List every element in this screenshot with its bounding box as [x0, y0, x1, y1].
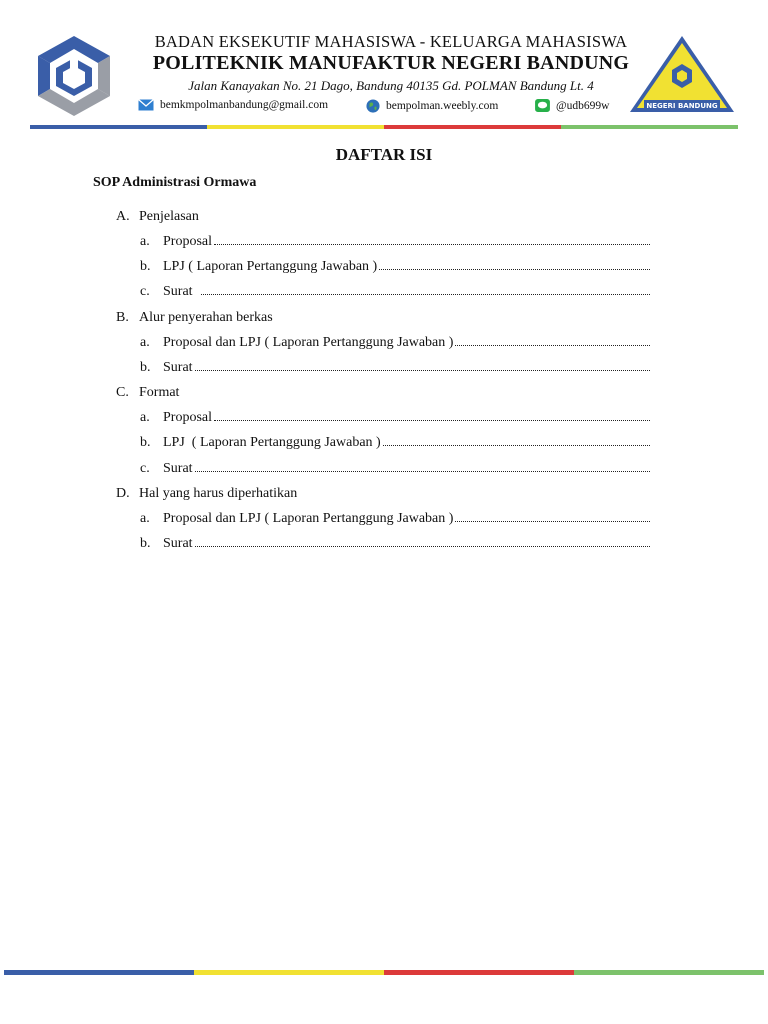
toc-entry-marker: b.: [140, 435, 151, 450]
toc-section-marker: A.: [116, 209, 130, 224]
toc-entry: [140, 511, 650, 527]
toc-section-marker: C.: [116, 385, 129, 400]
toc-entry-label: Surat: [163, 536, 193, 551]
toc-dot-leader: [201, 284, 650, 295]
globe-icon: [366, 99, 380, 113]
toc-entry: [140, 360, 650, 376]
toc-entry: [140, 234, 650, 250]
toc-section-label: Format: [139, 385, 180, 400]
toc-entry: [140, 536, 650, 552]
contact-chat-text: @udb699w: [556, 99, 610, 112]
contact-chat: [535, 99, 609, 112]
contact-website-text: bempolman.weebly.com: [386, 100, 499, 112]
page-title: DAFTAR ISI: [335, 145, 433, 164]
polman-triangle-logo: [628, 34, 736, 114]
toc-dot-leader: [195, 461, 650, 472]
toc-section: [116, 385, 179, 401]
contact-email-text: bemkmpolmanbandung@gmail.com: [160, 99, 329, 111]
toc-section-label: Hal yang harus diperhatikan: [139, 486, 298, 501]
toc-entry-marker: a.: [140, 234, 150, 249]
letterhead-organization: BADAN EKSEKUTIF MAHASISWA - KELUARGA MAHASISWA: [154, 32, 628, 51]
toc-dot-leader: [455, 335, 650, 346]
toc-section: [116, 310, 273, 326]
svg-text:NEGERI BANDUNG: NEGERI BANDUNG: [646, 102, 718, 110]
toc-entry-marker: a.: [140, 335, 150, 350]
toc-entry: [140, 259, 650, 275]
toc-entry: [140, 335, 650, 351]
toc-section-marker: B.: [116, 310, 129, 325]
toc-entry-label: Proposal: [163, 410, 212, 425]
toc-entry-label: Surat: [163, 461, 193, 476]
toc-section: [116, 486, 297, 502]
toc-section-label: Alur penyerahan berkas: [139, 310, 273, 325]
toc-entry-label: Surat: [163, 284, 193, 299]
toc-entry: [140, 435, 650, 451]
toc-section: [116, 209, 199, 225]
letterhead-institution: POLITEKNIK MANUFAKTUR NEGERI BANDUNG: [152, 52, 630, 74]
toc-entry: [140, 461, 650, 477]
document-subtitle: SOP Administrasi Ormawa: [93, 175, 257, 190]
toc-entry: [140, 410, 650, 426]
toc-dot-leader: [214, 410, 650, 421]
toc-dot-leader: [379, 259, 650, 270]
toc-entry-marker: c.: [140, 461, 150, 476]
toc-entry-label: Proposal dan LPJ ( Laporan Pertanggung Jawaban ): [163, 335, 454, 350]
toc-entry-label: LPJ ( Laporan Pertanggung Jawaban ): [163, 259, 378, 274]
email-icon: [138, 99, 154, 111]
contact-email: [138, 99, 328, 111]
toc-entry-marker: a.: [140, 511, 150, 526]
letterhead-address: Jalan Kanayakan No. 21 Dago, Bandung 40135 Gd. POLMAN Bandung Lt. 4: [188, 78, 594, 93]
toc-dot-leader: [455, 511, 650, 522]
toc-entry-marker: b.: [140, 360, 151, 375]
toc-entry: [140, 284, 650, 300]
footer-color-band: [4, 970, 764, 975]
toc-entry-label: Proposal: [163, 234, 212, 249]
toc-dot-leader: [214, 234, 650, 245]
toc-entry-marker: a.: [140, 410, 150, 425]
toc-entry-marker: c.: [140, 284, 150, 299]
toc-entry-marker: b.: [140, 259, 151, 274]
toc-dot-leader: [195, 536, 650, 547]
toc-entry-label: LPJ ( Laporan Pertanggung Jawaban ): [163, 435, 381, 450]
toc-section-label: Penjelasan: [139, 209, 199, 224]
chat-icon: [535, 99, 550, 112]
toc-dot-leader: [383, 435, 650, 446]
toc-entry-label: Surat: [163, 360, 193, 375]
contact-website: [366, 99, 498, 113]
toc-dot-leader: [195, 360, 650, 371]
toc-entry-label: Proposal dan LPJ ( Laporan Pertanggung Jawaban ): [163, 511, 454, 526]
letterhead-color-band: [30, 125, 738, 129]
toc-entry-marker: b.: [140, 536, 151, 551]
toc-section-marker: D.: [116, 486, 130, 501]
